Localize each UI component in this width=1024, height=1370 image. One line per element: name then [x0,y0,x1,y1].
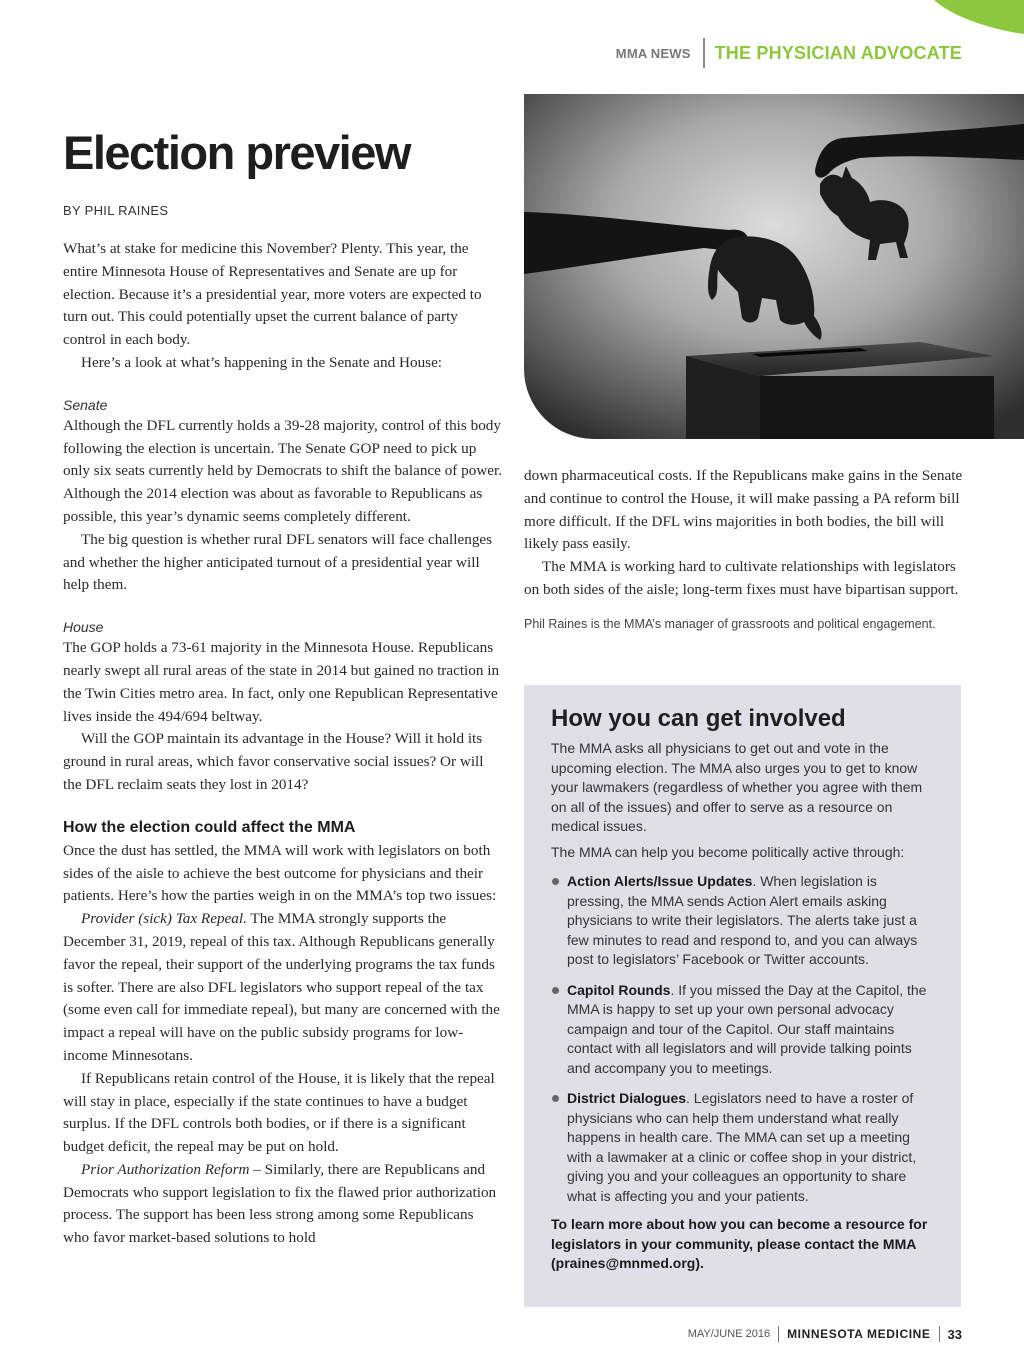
closing-paragraph: The MMA is working hard to cultivate relationships with legislators on both sides of the aisle; long-term fixes must have bipartisan support. [524,558,959,598]
prior-auth-lead: Prior Authorization Reform [81,1160,250,1178]
mma-paragraph: If Republicans retain control of the House, it is likely that the repeal will stay in place, especially if the state continues to have a budget surplus. If the DFL controls both bodies, or if there is a significant budget deficit, the repeal may be put on hold. [63,1069,495,1156]
page-header [616,38,962,68]
issue-date: MAY/JUNE 2016 [687,1328,771,1340]
tax-repeal-paragraph [63,908,503,1068]
left-column [63,238,503,1250]
sidebar-title: How you can get involved [551,705,846,732]
house-paragraph: The GOP holds a 73-61 majority in the Minnesota House. Republicans nearly swept all rural areas of the state in 2014 but gained no traction in the Twin Cities metro area. In fact, only one Republican Representative lives inside the 494/694 beltway. [63,639,500,725]
prior-auth-body: – Similarly, there are Republicans and Democrats who support legislation to fix the flawed prior authorization process. The support has been less strong among some Republicans who favor market-based solutions to hold [63,1160,497,1247]
item-name: District Dialogues [567,1090,687,1106]
bullet-icon [552,878,559,885]
footer-divider [939,1326,940,1342]
sidebar-intro: The MMA asks all physicians to get out and vote in the upcoming election. The MMA also urges you to get to know your lawmakers (regardless of whether you agree with them on all of the issues) and offer to serve as a resource on medical issues. [551,740,923,834]
intro-paragraph: What’s at stake for medicine this November? Plenty. This year, the entire Minnesota House of Representatives and Senate are up for election. Because it’s a presidential year, more voters are expected to turn out. This could potentially upset the current balance of party control in each body. [63,240,482,349]
article-title: Election preview [63,126,410,179]
list-item [551,981,937,1079]
item-text: . Legislators need to have a roster of physicians who can help them understand what really happens in health care. The MMA can set up a meeting with a lawmaker at a clinic or coffee shop in your district, giving you and your colleagues an opportunity to share what is affecting you and your patients. [567,1090,917,1204]
contact-call-to-action: To learn more about how you can become a resource for legislators in your community, please contact the MMA (praines@mnmed.org). [551,1216,928,1271]
footer-divider [778,1326,779,1342]
bullet-icon [552,987,559,994]
involvement-list [551,872,937,1206]
item-name: Action Alerts/Issue Updates [567,873,753,889]
mma-paragraph: Once the dust has settled, the MMA will work with legislators on both sides of the aisle to achieve the best outcome for physicians and their patients. Here’s how the parties weigh in on the MMA’s top two issues: [63,841,497,905]
senate-heading: Senate [63,396,108,413]
get-involved-sidebar [524,685,961,1307]
page-number: 33 [947,1326,962,1342]
section-label: MMA NEWS [615,45,691,61]
sidebar-lead: The MMA can help you become politically active through: [551,843,905,860]
continued-paragraph: down pharmaceutical costs. If the Republicans make gains in the Senate and continue to control the House, it will make passing a PA reform bill more difficult. If the DFL wins majorities in both bodies, the bill will likely pass easily. [524,467,963,553]
tax-repeal-lead: Provider (sick) Tax Repeal. [81,910,247,928]
page-footer [688,1326,962,1342]
magazine-name: MINNESOTA MEDICINE [787,1327,931,1341]
item-text: . If you missed the Day at the Capitol, the MMA is happy to set up your own personal advocacy campaign and tour of the Capitol. Our staff maintains contact with all legislators and will provide talking points and accompany you to meetings. [567,981,927,1076]
bullet-icon [552,1095,559,1102]
header-divider [703,38,705,68]
house-paragraph: Will the GOP maintain its advantage in the House? Will it hold its ground in rural areas, which favor conservative social issues? Or will the DFL reclaim seats they lost in 2014? [63,730,484,793]
intro-paragraph: Here’s a look at what’s happening in the Senate and House: [81,353,443,371]
publication-name: THE PHYSICIAN ADVOCATE [714,42,962,63]
item-text: . When legislation is pressing, the MMA sends Action Alert emails asking physicians to write their legislators. The alerts take just a few minutes to read and respond to, and you can always post to legislators’ Facebook or Twitter accounts. [567,873,918,967]
list-item [551,1089,937,1206]
byline: BY PHIL RAINES [63,203,169,218]
right-column [524,465,964,632]
tax-repeal-body: The MMA strongly supports the December 31, 2019, repeal of this tax. Although Republicans generally favor the repeal, their support of the underlying programs the tax funds is softer. There are also DFL legislators who support repeal of the tax (some even call for immediate repeal), but many are concerned with the impact a repeal will have on the public subsidy programs for low-income Minnesotans. [63,910,500,1064]
list-item [551,872,937,970]
senate-paragraph: The big question is whether rural DFL senators will face challenges and whether the higher anticipated turnout of a presidential year will help them. [63,530,493,594]
mma-impact-heading: How the election could affect the MMA [63,818,356,836]
senate-paragraph: Although the DFL currently holds a 39-28 majority, control of this body following the election is uncertain. The Senate GOP need to pick up only six seats currently held by Democrats to shift the balance of power. Although the 2014 election was about as favorable to Republicans as possible, this year’s dynamic seems completely different. [63,416,503,525]
item-name: Capitol Rounds [567,981,671,998]
corner-accent-shape [934,0,1024,40]
ballot-box-photo [524,94,1024,439]
prior-auth-paragraph [63,1159,503,1250]
house-heading: House [63,619,104,636]
author-note: Phil Raines is the MMA’s manager of grassroots and political engagement. [524,616,936,631]
